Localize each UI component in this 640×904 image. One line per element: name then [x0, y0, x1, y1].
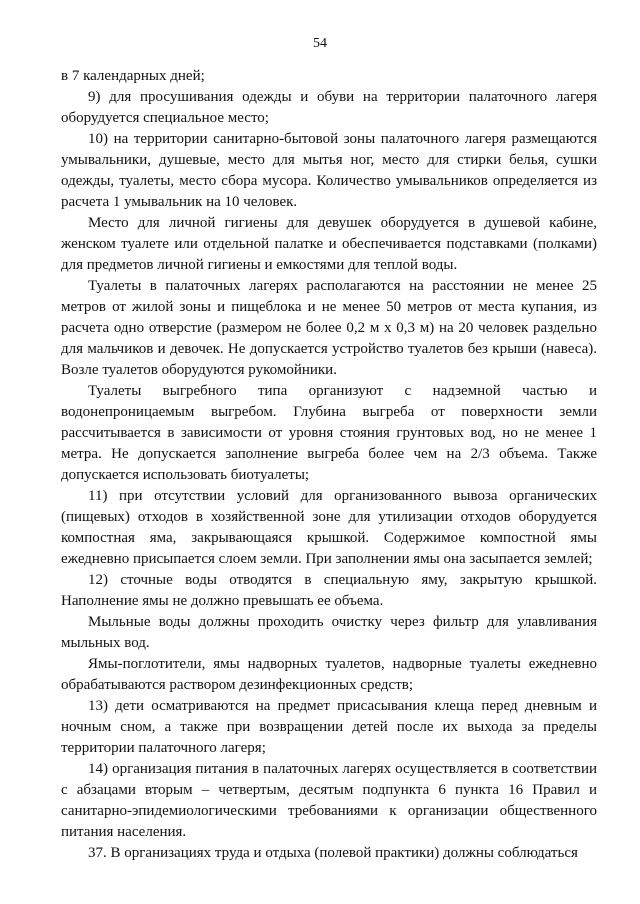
paragraph-soap-water: Мыльные воды должны проходить очистку через фильтр для улавливания мыльных вод.	[61, 614, 597, 651]
document-body	[61, 66, 597, 864]
paragraph-item-14: 14) организация питания в палаточных лагерях осуществляется в соответствии с абзацами вторым – четвертым, десятым подпункта 6 пункта 16 Правил и санитарно-эпидемиологическими требованиями к организации общественного питания населения.	[61, 761, 597, 840]
paragraph-hygiene-girls: Место для личной гигиены для девушек оборудуется в душевой кабине, женском туалете или отдельной палатке и обеспечивается подставками (полками) для предметов личной гигиены и емкостями для теплой воды.	[61, 215, 597, 273]
paragraph-item-13: 13) дети осматриваются на предмет присасывания клеща перед дневным и ночным сном, а также при возвращении детей после их выхода за пределы территории палаточного лагеря;	[61, 698, 597, 756]
paragraph-item-37: 37. В организациях труда и отдыха (полевой практики) должны соблюдаться	[88, 845, 578, 861]
paragraph-item-10: 10) на территории санитарно-бытовой зоны палаточного лагеря размещаются умывальники, душевые, место для мытья ног, место для стирки белья, сушки одежды, туалеты, место сбора мусора. Количество умывальников определяется из расчета 1 умывальник на 10 человек.	[61, 131, 597, 210]
paragraph-item-9: 9) для просушивания одежды и обуви на территории палаточного лагеря оборудуется специальное место;	[61, 89, 597, 126]
paragraph-disinfection: Ямы-поглотители, ямы надворных туалетов, надворные туалеты ежедневно обрабатываются раствором дезинфекционных средств;	[61, 656, 597, 693]
page-number: 54	[313, 36, 327, 51]
paragraph-toilets-type: Туалеты выгребного типа организуют с надземной частью и водонепроницаемым выгребом. Глубина выгреба от поверхности земли рассчитывается в зависимости от уровня стояния грунтовых вод, но не менее 1 метра. Не допускается заполнение выгреба более чем на 2/3 объема. Также допускается использовать биотуалеты;	[61, 383, 597, 483]
paragraph-item-11: 11) при отсутствии условий для организованного вывоза органических (пищевых) отходов в хозяйственной зоне для утилизации отходов оборудуется компостная яма, закрывающаяся крышкой. Содержимое компостной ямы ежедневно присыпается слоем земли. При заполнении ямы она засыпается землей;	[61, 488, 597, 567]
paragraph-continuation: в 7 календарных дней;	[61, 68, 205, 84]
paragraph-toilets-location: Туалеты в палаточных лагерях располагаются на расстоянии не менее 25 метров от жилой зоны и пищеблока и не менее 50 метров от места купания, из расчета одно отверстие (размером не более 0,2 м x 0,3 м) на 20 человек раздельно для мальчиков и девочек. Не допускается устройство туалетов без крыши (навеса). Возле туалетов оборудуются рукомойники.	[61, 278, 597, 378]
paragraph-item-12: 12) сточные воды отводятся в специальную яму, закрытую крышкой. Наполнение ямы не должно превышать ее объема.	[61, 572, 597, 609]
